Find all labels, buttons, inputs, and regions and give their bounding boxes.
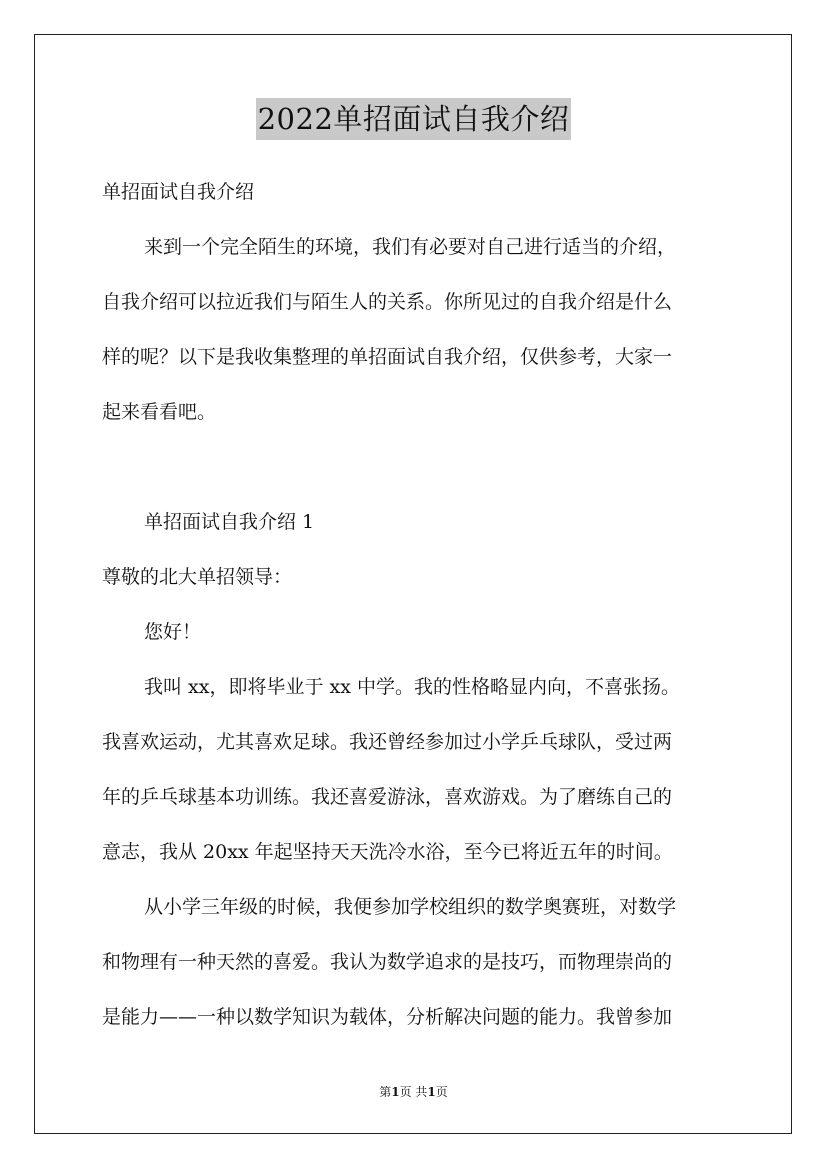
page-current-number: 1 xyxy=(391,1085,400,1099)
page-footer xyxy=(0,1083,827,1101)
paragraph-line: 自我介绍可以拉近我们与陌生人的关系。你所见过的自我介绍是什么 xyxy=(102,291,673,313)
paragraph-line: 起来看看吧。 xyxy=(102,401,217,423)
page-prefix: 第 xyxy=(379,1085,392,1099)
subsection-heading: 单招面试自我介绍 1 xyxy=(144,511,315,533)
paragraph-line: 和物理有一种天然的喜爱。我认为数学追求的是技巧，而物理崇尚的 xyxy=(102,951,673,973)
paragraph-line: 是能力——一种以数学知识为载体，分析解决问题的能力。我曾参加 xyxy=(102,1006,673,1028)
paragraph-line: 样的呢？以下是我收集整理的单招面试自我介绍，仅供参考，大家一 xyxy=(102,346,673,368)
paragraph-line: 我叫 xx，即将毕业于 xx 中学。我的性格略显内向，不喜张扬。 xyxy=(144,676,680,698)
page-total-number: 1 xyxy=(427,1085,436,1099)
salutation: 尊敬的北大单招领导： xyxy=(102,566,293,588)
paragraph-line: 我喜欢运动，尤其喜欢足球。我还曾经参加过小学乒乓球队，受过两 xyxy=(102,731,673,753)
paragraph-line: 年的乒乓球基本功训练。我还喜爱游泳，喜欢游戏。为了磨练自己的 xyxy=(102,786,673,808)
page-suffix: 页 xyxy=(435,1085,448,1099)
document-title: 2022单招面试自我介绍 xyxy=(256,98,572,140)
paragraph-line: 来到一个完全陌生的环境，我们有必要对自己进行适当的介绍， xyxy=(144,236,677,258)
greeting: 您好！ xyxy=(144,621,202,643)
page-middle-text: 页 共 xyxy=(399,1085,428,1099)
paragraph-line: 意志，我从 20xx 年起坚持天天洗冷水浴，至今已将近五年的时间。 xyxy=(102,841,673,863)
title-wrapper xyxy=(0,98,827,140)
section-heading: 单招面试自我介绍 xyxy=(102,181,255,203)
paragraph-line: 从小学三年级的时候，我便参加学校组织的数学奥赛班，对数学 xyxy=(144,896,677,918)
